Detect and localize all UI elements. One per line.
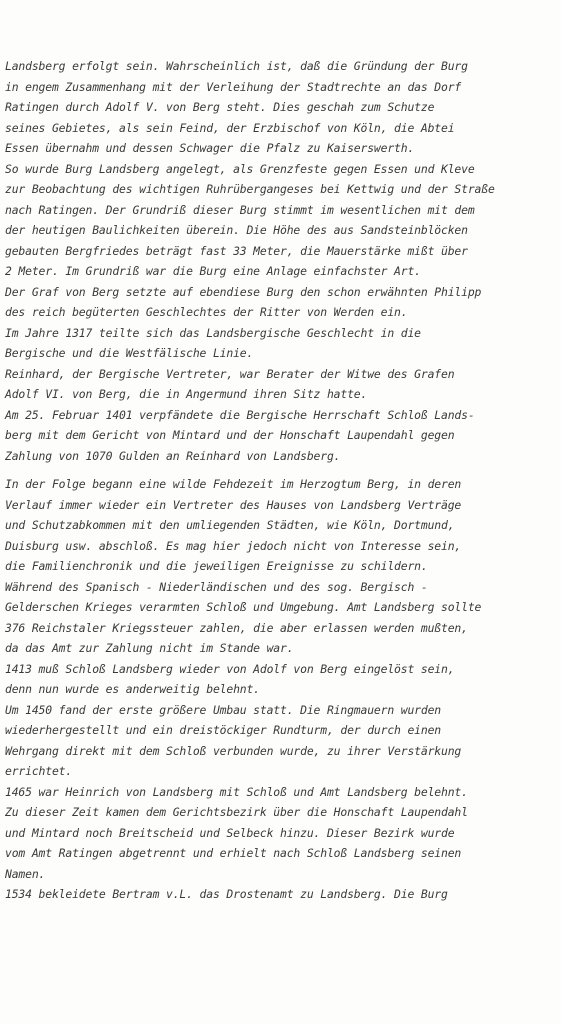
text-line: und Schutzabkommen mit den umliegenden Städten, wie Köln, Dortmund, bbox=[5, 518, 455, 532]
text-line: Duisburg usw. abschloß. Es mag hier jedoch nicht von Interesse sein, bbox=[5, 538, 462, 553]
text-line: 1465 war Heinrich von Landsberg mit Schloß und Amt Landsberg belehnt. bbox=[5, 784, 468, 799]
text-line: zur Beobachtung des wichtigen Ruhrübergangeses bei Kettwig und der Straße bbox=[5, 182, 495, 196]
text-line: denn nun wurde es anderweitig belehnt. bbox=[5, 682, 260, 696]
text-line: Zu dieser Zeit kamen dem Gerichtsbezirk über die Honschaft Laupendahl bbox=[5, 805, 468, 819]
text-line: Ratingen durch Adolf V. von Berg steht. Dies geschah zum Schutze bbox=[5, 100, 435, 114]
text-line: Adolf VI. von Berg, die in Angermund ihren Sitz hatte. bbox=[5, 387, 368, 401]
text-line: nach Ratingen. Der Grundriß dieser Burg stimmt im wesentlichen mit dem bbox=[5, 202, 475, 217]
text-line: Im Jahre 1317 teilte sich das Landsbergische Geschlecht in die bbox=[5, 325, 421, 340]
text-line: der heutigen Baulichkeiten überein. Die Höhe des aus Sandsteinblöcken bbox=[5, 223, 468, 237]
text-line: 376 Reichstaler Kriegssteuer zahlen, die aber erlassen werden mußten, bbox=[5, 620, 468, 635]
text-line: Wehrgang direkt mit dem Schloß verbunden wurde, zu ihrer Verstärkung bbox=[5, 743, 462, 758]
text-line: da das Amt zur Zahlung nicht im Stande war. bbox=[5, 641, 294, 655]
text-line: Reinhard, der Bergische Vertreter, war Berater der Witwe des Grafen bbox=[5, 366, 455, 381]
typewritten-text bbox=[5, 56, 545, 905]
text-line: Der Graf von Berg setzte auf ebendiese Burg den schon erwähnten Philipp bbox=[5, 284, 482, 299]
text-line: Während des Spanisch - Niederländischen und des sog. Bergisch - bbox=[5, 579, 428, 594]
text-line: wiederhergestellt und ein dreistöckiger Rundturm, der durch einen bbox=[5, 723, 442, 737]
text-line: seines Gebietes, als sein Feind, der Erzbischof von Köln, die Abtei bbox=[5, 120, 455, 135]
text-line: 1534 bekleidete Bertram v.L. das Drostenamt zu Landsberg. Die Burg bbox=[5, 887, 448, 901]
text-line: gebauten Bergfriedes beträgt fast 33 Meter, die Mauerstärke mißt über bbox=[5, 243, 468, 258]
text-line: errichtet. bbox=[5, 764, 73, 778]
text-line: Landsberg erfolgt sein. Wahrscheinlich ist, daß die Gründung der Burg bbox=[5, 59, 468, 73]
text-line: und Mintard noch Breitscheid und Selbeck hinzu. Dieser Bezirk wurde bbox=[5, 825, 455, 840]
text-line: berg mit dem Gericht von Mintard und der Honschaft Laupendahl gegen bbox=[5, 428, 455, 442]
text-line: Gelderschen Krieges verarmten Schloß und Umgebung. Amt Landsberg sollte bbox=[5, 600, 482, 614]
text-line: Um 1450 fand der erste größere Umbau statt. Die Ringmauern wurden bbox=[5, 702, 442, 717]
paragraph-1 bbox=[5, 56, 545, 466]
text-line: Am 25. Februar 1401 verpfändete die Bergische Herrschaft Schloß Lands- bbox=[5, 407, 475, 422]
text-line: In der Folge begann eine wilde Fehdezeit im Herzogtum Berg, in deren bbox=[5, 477, 462, 491]
text-line: die Familienchronik und die jeweiligen Ereignisse zu schildern. bbox=[5, 559, 428, 573]
text-line: Namen. bbox=[5, 866, 46, 881]
text-line: Bergische und die Westfälische Linie. bbox=[5, 346, 254, 360]
text-line: in engem Zusammenhang mit der Verleihung der Stadtrechte an das Dorf bbox=[5, 79, 462, 94]
text-line: So wurde Burg Landsberg angelegt, als Grenzfeste gegen Essen und Kleve bbox=[5, 161, 475, 176]
text-line: Verlauf immer wieder ein Vertreter des Hauses von Landsberg Verträge bbox=[5, 497, 462, 512]
text-line: vom Amt Ratingen abgetrennt und erhielt nach Schloß Landsberg seinen bbox=[5, 846, 462, 860]
text-line: Essen übernahm und dessen Schwager die Pfalz zu Kaiserswerth. bbox=[5, 141, 415, 155]
text-line: 1413 muß Schloß Landsberg wieder von Adolf von Berg eingelöst sein, bbox=[5, 661, 455, 676]
paragraph-2 bbox=[5, 474, 545, 905]
text-line: des reich begüterten Geschlechtes der Ritter von Werden ein. bbox=[5, 305, 408, 319]
paragraph-gap bbox=[5, 466, 545, 474]
text-line: Zahlung von 1070 Gulden an Reinhard von Landsberg. bbox=[5, 448, 341, 463]
text-line: 2 Meter. Im Grundriß war die Burg eine Anlage einfachster Art. bbox=[5, 264, 421, 278]
